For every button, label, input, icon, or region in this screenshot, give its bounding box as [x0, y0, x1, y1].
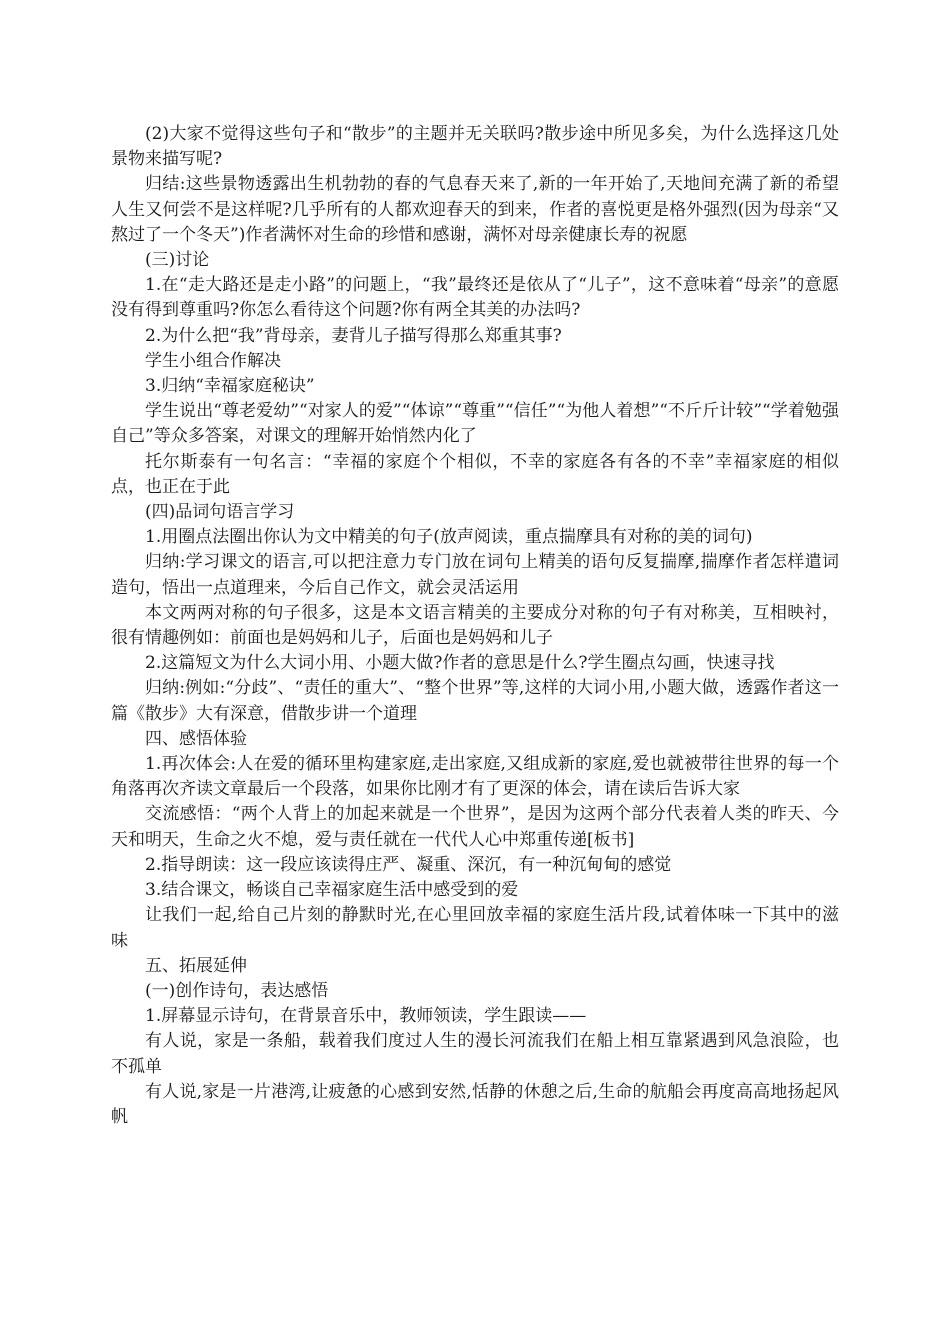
paragraph-summary-spring: 归结:这些景物透露出生机勃勃的春的气息春天来了,新的一年开始了,天地间充满了新的希望人生又何尝不是这样呢?几乎所有的人都欢迎春天的到来，作者的喜悦更是格外强烈(因为母亲“又熬过了一个冬天”)作者满怀对生命的珍惜和感谢，满怀对母亲健康长寿的祝愿 [111, 174, 839, 245]
paragraph-language-2: 2.这篇短文为什么大词小用、小题大做?作者的意思是什么?学生圈点勾画，快速寻找 [145, 653, 775, 674]
paragraph-symmetry: 本文两两对称的句子很多，这是本文语言精美的主要成分对称的句子有对称美，互相映衬，很有情趣例如：前面也是妈妈和儿子，后面也是妈妈和儿子 [111, 602, 839, 649]
paragraph-group-work: 学生小组合作解决 [145, 350, 281, 371]
paragraph-exchange: 交流感悟：“两个人背上的加起来就是一个世界”，是因为这两个部分代表着人类的昨天、今天和明天，生命之火不熄，爱与责任就在一代代人心中郑重传递[板书] [111, 804, 839, 850]
section-heading-discussion: (三)讨论 [145, 250, 210, 271]
paragraph-reflection-3: 3.结合课文，畅谈自己幸福家庭生活中感受到的爱 [145, 880, 519, 901]
paragraph-reflection-1: 1.再次体会:人在爱的循环里构建家庭,走出家庭,又组成新的家庭,爱也就被带往世界的每一个角落再次齐读文章最后一个段落，如果你比刚才有了更深的体会，请在读后告诉大家 [111, 754, 839, 800]
section-heading-reflection: 四、感悟体验 [145, 728, 247, 749]
paragraph-language-1: 1.用圈点法圈出你认为文中精美的句子(放声阅读，重点揣摩具有对称的美的词句) [145, 527, 753, 548]
section-heading-extension: 五、拓展延伸 [145, 955, 247, 976]
paragraph-tolstoy-quote: 托尔斯泰有一句名言：“幸福的家庭个个相似，不幸的家庭各有各的不幸”幸福家庭的相似点，也正在于此 [111, 451, 839, 497]
subsection-heading-poem: (一)创作诗句，表达感悟 [145, 980, 329, 1001]
paragraph-poem-harbor: 有人说,家是一片港湾,让疲惫的心感到安然,恬静的休憩之后,生命的航船会再度高高地扬起风帆 [111, 1081, 839, 1127]
paragraph-q2: (2)大家不觉得这些句子和“散步”的主题并无关联吗?散步途中所见多矣，为什么选择这几处景物来描写呢? [111, 124, 839, 170]
paragraph-quiet-moment: 让我们一起,给自己片刻的静默时光,在心里回放幸福的家庭生活片段,试着体味一下其中的滋味 [111, 905, 839, 951]
paragraph-discussion-1: 1.在“走大路还是走小路”的问题上，“我”最终还是依从了“儿子”，这不意味着“母亲”的意愿没有得到尊重吗?你怎么看待这个问题?你有两全其美的办法吗? [111, 275, 839, 321]
paragraph-poem-boat: 有人说，家是一条船，载着我们度过人生的漫长河流我们在船上相互靠紧遇到风急浪险，也不孤单 [111, 1031, 839, 1077]
section-heading-language-study: (四)品词句语言学习 [145, 502, 295, 523]
paragraph-discussion-3: 3.归纳“幸福家庭秘诀” [145, 376, 315, 397]
paragraph-language-example: 归纳:例如:“分歧”、“责任的重大”、“整个世界”等,这样的大词小用,小题大做，透露作者这一篇《散步》大有深意，借散步讲一个道理 [111, 678, 839, 724]
paragraph-discussion-2: 2.为什么把“我”背母亲，妻背儿子描写得那么郑重其事? [145, 325, 562, 346]
document-body [111, 122, 839, 1130]
paragraph-reading-guide: 2.指导朗读：这一段应该读得庄严、凝重、深沉，有一种沉甸甸的感觉 [145, 854, 672, 875]
paragraph-poem-intro: 1.屏幕显示诗句，在背景音乐中，教师领读，学生跟读—— [145, 1006, 587, 1027]
paragraph-student-answers: 学生说出“尊老爱幼”“对家人的爱”“体谅”“尊重”“信任”“为他人着想”“不斤斤计较”“学着勉强自己”等众多答案，对课文的理解开始悄然内化了 [111, 401, 839, 447]
paragraph-language-summary: 归纳:学习课文的语言,可以把注意力专门放在词句上精美的语句反复揣摩,揣摩作者怎样遣词造句，悟出一点道理来，今后自己作文，就会灵活运用 [111, 552, 839, 598]
